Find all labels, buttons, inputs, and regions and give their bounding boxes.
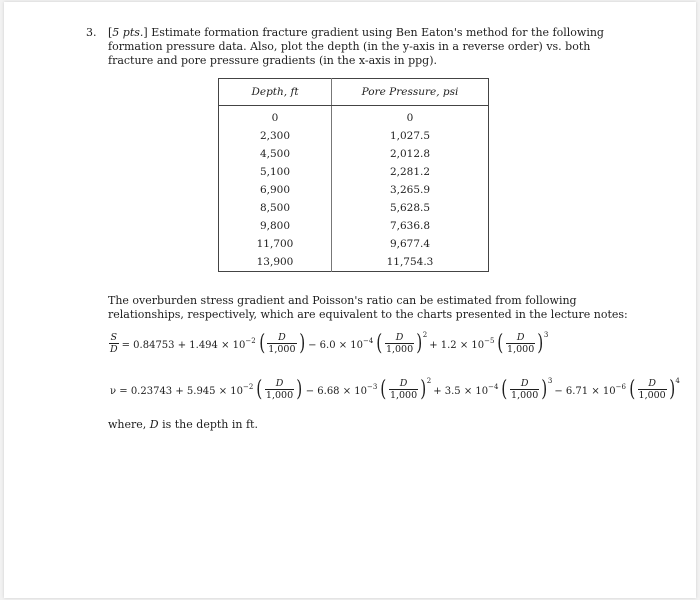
pore-pressure-cell: 2,012.8 [332, 145, 489, 163]
header-pore-pressure: Pore Pressure, psi [332, 79, 489, 106]
eq2-group-4: ( $\frac{D}{1,000}$ ) $^4$ [629, 376, 680, 402]
pore-pressure-cell: 0 [332, 106, 489, 128]
eq2-group-2: ( $\frac{D}{1,000}$ ) $^2$ [380, 376, 432, 402]
table-row [219, 199, 489, 217]
table-row [219, 253, 489, 272]
parenthesis: ( [380, 376, 387, 402]
eq2-term-3: − $6.71 \times 10^{-6}$ [554, 382, 626, 397]
relationships-paragraph: The overburden stress gradient and Poisson's ratio can be estimated from following relationships, respectively, which are equivalent to the charts presented in the lecture notes: [108, 294, 628, 321]
parenthesis: ) [537, 330, 544, 356]
eq1-term-0: = $0.84753 + 1.494 \times 10^{-2}$ [121, 336, 256, 351]
depth-fraction: $\frac{D}{1,000}$ [389, 378, 418, 401]
pore-pressure-cell: 11,754.3 [332, 253, 489, 272]
parenthesis: ) [296, 376, 303, 402]
depth-cell: 0 [271, 112, 279, 124]
parenthesis: ) [416, 330, 423, 356]
eq1-term-1: − $6.0 \times 10^{-4}$ [308, 336, 374, 351]
depth-fraction: $\frac{D}{1,000}$ [511, 378, 539, 401]
table-row [219, 181, 489, 199]
depth-cell: 9,800 [259, 220, 291, 232]
depth-fraction: $\frac{D}{1,000}$ [268, 332, 296, 355]
depth-fraction: $\frac{D}{1,000}$ [265, 378, 294, 401]
table-row [219, 145, 489, 163]
header-depth: Depth, ft [219, 79, 332, 106]
lhs-fraction [109, 332, 119, 355]
parenthesis: ( [501, 376, 508, 402]
parenthesis: ( [256, 376, 263, 402]
parenthesis: ) [420, 376, 427, 402]
lhs-denominator: D [110, 344, 118, 355]
parenthesis: ( [258, 330, 266, 356]
question-points: 5 pts. [112, 26, 144, 39]
question-text: [5 pts.] Estimate formation fracture gradient using Ben Eaton's method for the following formation pressure data. Also, plot the depth (in the y-axis in a reverse order) vs. both fracture and pore pressure gradients (in the x-axis in ppg). [108, 26, 604, 67]
depth-cell: 4,500 [259, 148, 291, 160]
table-row [219, 127, 489, 145]
eq1-group-3: ( $\frac{D}{1,000}$ ) $^3$ [497, 330, 549, 356]
table-row [219, 217, 489, 235]
depth-fraction: $\frac{D}{1,000}$ [385, 332, 414, 355]
pore-pressure-cell: 3,265.9 [332, 181, 489, 199]
table-row [219, 235, 489, 253]
table-row [219, 106, 489, 128]
depth-cell: 2,300 [259, 130, 291, 142]
parenthesis: ( [497, 330, 504, 356]
parenthesis: ) [298, 330, 305, 356]
parenthesis: ( [376, 330, 383, 356]
pore-pressure-cell: 2,281.2 [332, 163, 489, 181]
parenthesis: ) [669, 376, 676, 402]
question-number: 3. [86, 26, 97, 39]
table-header-row [219, 79, 489, 106]
eq2-group-1 [255, 378, 303, 401]
document-page [4, 2, 696, 598]
pore-pressure-cell: 1,027.5 [332, 127, 489, 145]
pore-pressure-cell: 5,628.5 [332, 199, 489, 217]
table-row [219, 163, 489, 181]
depth-cell: 13,900 [256, 256, 294, 268]
pressure-data-table [218, 78, 489, 272]
depth-cell: 8,500 [259, 202, 291, 214]
lhs-numerator: S [110, 332, 118, 343]
eq2-term-1: − $6.68 \times 10^{-3}$ [305, 382, 378, 397]
eq2-term-0: $\nu = 0.23743 + 5.945 \times 10^{-2}$ [110, 382, 254, 397]
eq2-term-2: + $3.5 \times 10^{-4}$ [433, 382, 499, 397]
overburden-gradient-equation [108, 332, 548, 355]
parenthesis: ( [629, 376, 636, 402]
where-note: where, D is the depth in ft. [108, 418, 258, 431]
depth-cell: 11,700 [256, 238, 294, 250]
eq2-group-3: ( $\frac{D}{1,000}$ ) $^3$ [501, 376, 553, 402]
eq1-term-2: + $1.2 \times 10^{-5}$ [429, 336, 495, 351]
pore-pressure-cell: 7,636.8 [332, 217, 489, 235]
pore-pressure-cell: 9,677.4 [332, 235, 489, 253]
eq1-group-2: ( $\frac{D}{1,000}$ ) $^2$ [376, 330, 428, 356]
depth-fraction: $\frac{D}{1,000}$ [638, 378, 666, 401]
depth-cell: 5,100 [259, 166, 291, 178]
question-body: Estimate formation fracture gradient using Ben Eaton's method for the following formation pressure data. Also, plot the depth (in the y-axis in a reverse order) vs. both fracture and pore pressure gradients (in the x-axis in ppg). [108, 26, 604, 67]
depth-fraction: $\frac{D}{1,000}$ [507, 332, 535, 355]
poisson-ratio-equation [108, 378, 680, 401]
parenthesis: ) [541, 376, 548, 402]
eq1-group-1 [258, 332, 306, 355]
depth-cell: 6,900 [259, 184, 291, 196]
